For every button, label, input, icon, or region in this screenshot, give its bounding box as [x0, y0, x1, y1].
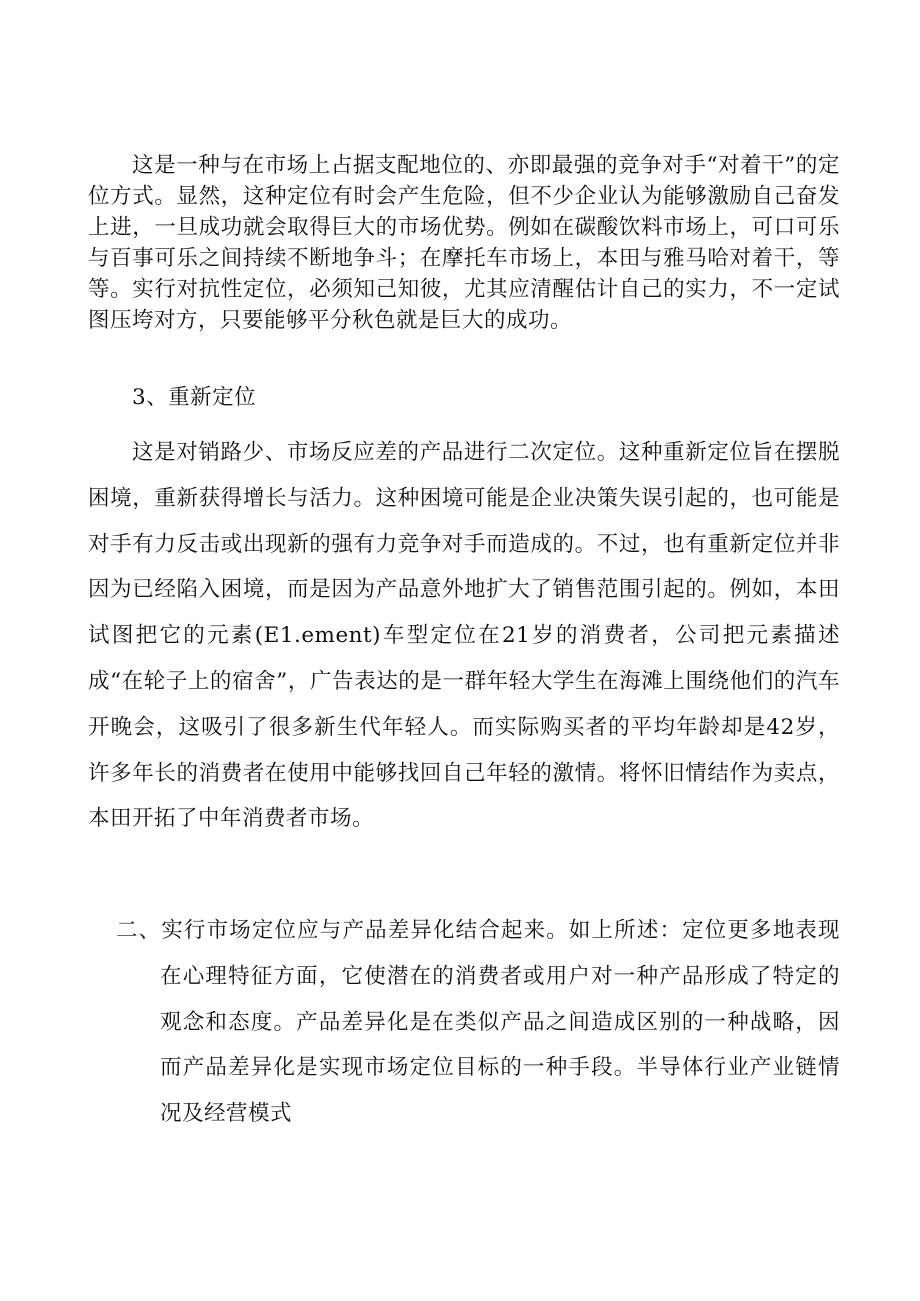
section-heading-repositioning: 3、重新定位: [132, 385, 257, 410]
section-two-differentiation: 二、实行市场定位应与产品差异化结合起来。如上所述：定位更多地表现在心理特征方面，它使潜在的消费者或用户对一种产品形成了特定的观念和态度。产品差异化是在类似产品之间造成区别的一种战略，因而产品差异化是实现市场定位目标的一种手段。半导体行业产业链情况及经营模式: [116, 918, 840, 1127]
paragraph-counter-positioning: 这是一种与在市场上占据支配地位的、亦即最强的竞争对手“对着干”的定位方式。显然，这种定位有时会产生危险，但不少企业认为能够激励自己奋发上进，一旦成功就会取得巨大的市场优势。例如在碳酸饮料市场上，可口可乐与百事可乐之间持续不断地争斗；在摩托车市场上，本田与雅马哈对着干，等等。实行对抗性定位，必须知己知彼，尤其应清醒估计自己的实力，不一定试图压垮对方，只要能够平分秋色就是巨大的成功。: [88, 153, 840, 333]
paragraph-repositioning: 这是对销路少、市场反应差的产品进行二次定位。这种重新定位旨在摆脱困境，重新获得增长与活力。这种困境可能是企业决策失误引起的，也可能是对手有力反击或出现新的强有力竞争对手而造成的。不过，也有重新定位并非因为已经陷入困境，而是因为产品意外地扩大了销售范围引起的。例如，本田试图把它的元素(E1.ement)车型定位在21岁的消费者，公司把元素描述成“在轮子上的宿舍”，广告表达的是一群年轻大学生在海滩上围绕他们的汽车开晚会，这吸引了很多新生代年轻人。而实际购买者的平均年龄却是42岁，许多年长的消费者在使用中能够找回自己年轻的激情。将怀旧情结作为卖点，本田开拓了中年消费者市场。: [88, 440, 840, 832]
